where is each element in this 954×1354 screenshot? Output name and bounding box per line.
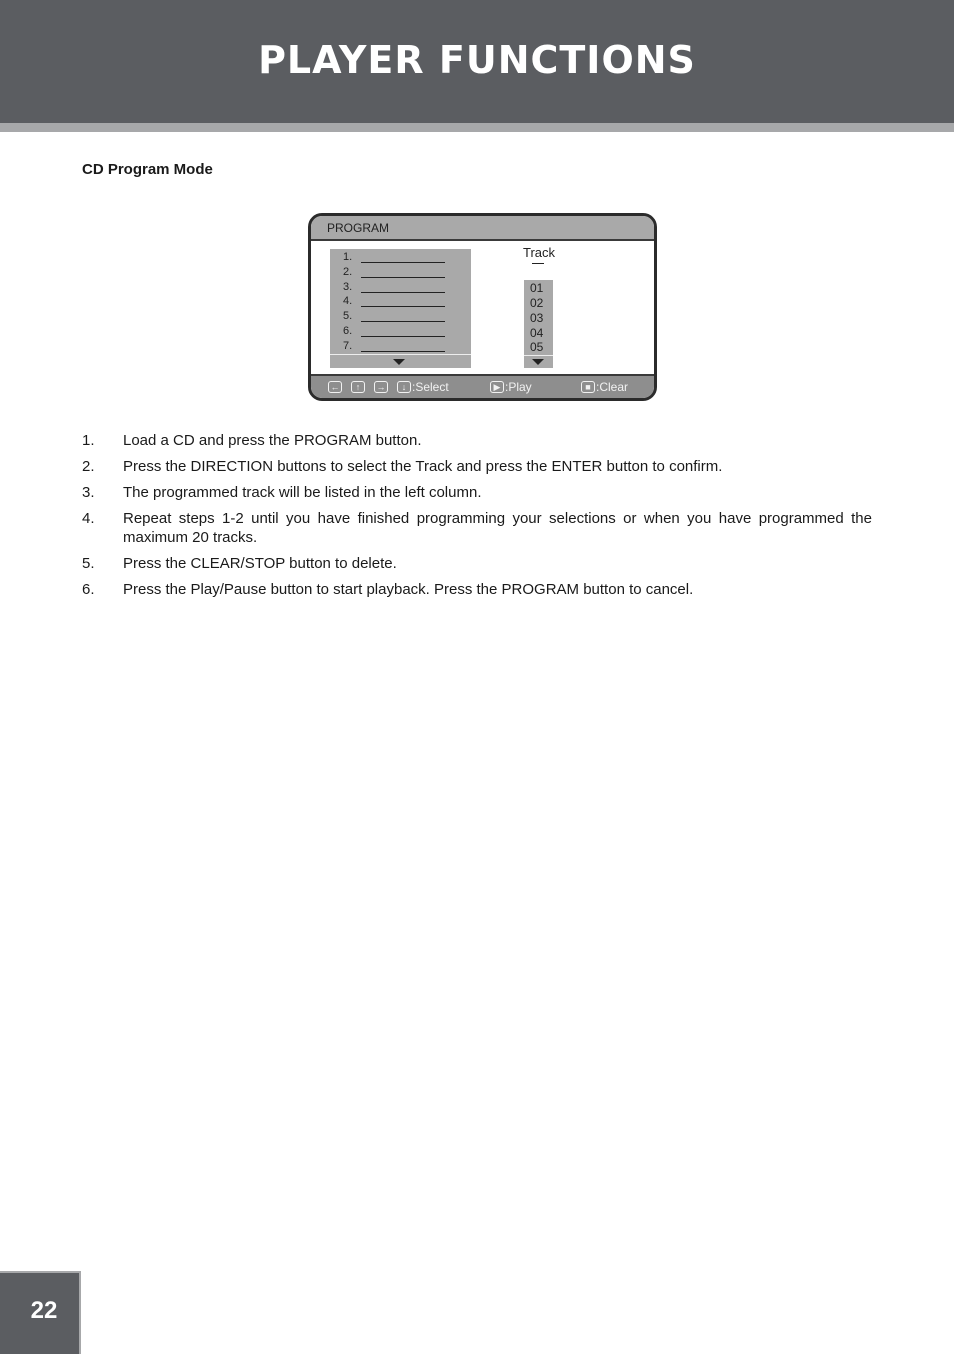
left-arrow-icon: ← — [328, 381, 342, 393]
program-slot: 1. — [343, 251, 453, 266]
page-number-tab — [0, 1271, 81, 1354]
play-label: :Play — [505, 380, 532, 394]
program-slot: 5. — [343, 310, 453, 325]
program-slot: 4. — [343, 295, 453, 310]
program-slot: 2. — [343, 266, 453, 281]
program-slot: 6. — [343, 325, 453, 340]
track-list — [524, 280, 553, 368]
play-icon: ▶ — [490, 381, 504, 393]
page-title: PLAYER FUNCTIONS — [258, 38, 696, 82]
down-triangle-icon — [532, 359, 544, 365]
header-stripe — [0, 123, 954, 132]
right-arrow-icon: → — [374, 381, 388, 393]
program-screen — [308, 213, 657, 401]
program-slot: 3. — [343, 281, 453, 296]
track-item: 01 — [530, 281, 544, 295]
program-title: PROGRAM — [327, 221, 390, 235]
track-item: 04 — [530, 326, 544, 340]
track-cursor — [532, 263, 544, 264]
control-bar — [311, 374, 654, 398]
track-list-divider — [524, 355, 553, 356]
track-header: Track — [523, 245, 556, 260]
select-label: :Select — [412, 380, 449, 394]
down-arrow-icon: ↓ — [397, 381, 411, 393]
clear-label: :Clear — [596, 380, 629, 394]
track-item: 05 — [530, 340, 544, 354]
down-triangle-icon — [393, 359, 405, 365]
up-arrow-icon: ↑ — [351, 381, 365, 393]
program-list — [330, 249, 471, 368]
program-list-divider — [330, 354, 471, 355]
program-title-bar — [311, 216, 654, 241]
track-item: 02 — [530, 296, 544, 310]
page-number: 22 — [30, 1297, 58, 1324]
track-item: 03 — [530, 311, 544, 325]
section-title: CD Program Mode — [82, 161, 213, 178]
program-slot: 7. — [343, 340, 453, 355]
stop-icon: ■ — [581, 381, 595, 393]
